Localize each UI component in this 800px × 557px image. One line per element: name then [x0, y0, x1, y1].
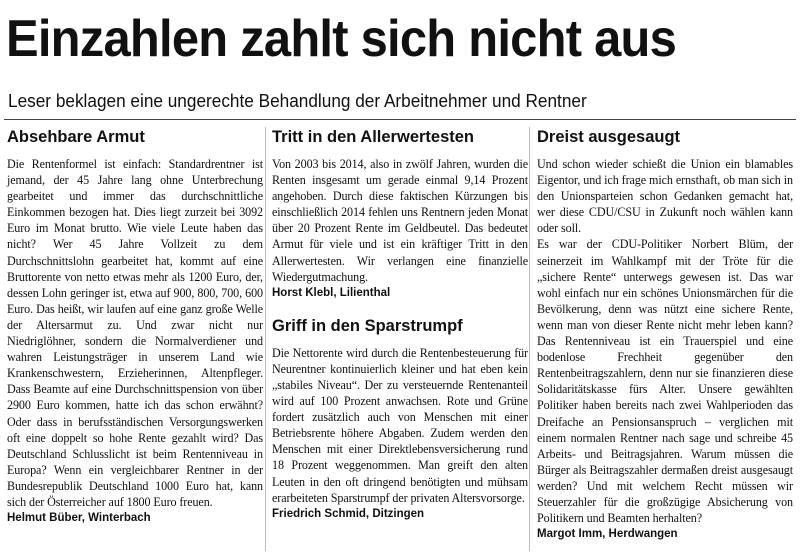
letter-title: Griff in den Sparstrumpf [272, 316, 463, 335]
letter-tritt-in-den-allerwertesten [272, 122, 528, 301]
letter-body: Und schon wieder schießt die Union ein blamables Eigentor, und ich frage mich ernsthaft, ob man sich in den Unionsparteien schon Gedanken gemacht hat, wer diese CDU/CSU in Zukunft noch wählen kann oder soll. Es war der CDU-Politiker Norbert Blüm, der seinerzeit im Wahlkampf mit der Tröte für die „sichere Rente“ unterwegs gewesen ist. Das war wohl einfach nur ein schönes Unionsmärchen für die Bevölkerung, denn was nützt eine sichere Rente, wenn man von dieser Rente nicht mehr leben kann? Das Rentenniveau ist ein Trauerspiel und eine bodenlose Frechheit gegenüber den Rentenbeitragszahlern, denn nur sie finanzieren diese Solidaritätskasse fürs Alter. Unsere gewählten Politiker haben bereits nach zwei Wahlperioden das Dreifache an Pensionsanspruch – verglichen mit einem normalen Rentner nach sage und schreibe 45 Arbeits- und Beitragsjahren. Warum müssen die Bürger als Beitragszahler dermaßen dreist ausgesaugt werden? Und mit welchem Recht müssen wir Steuerzahler für die großzügige Absicherung von Politikern und Beamten herhalten? [537, 157, 793, 526]
column-left [7, 122, 263, 526]
letter-title: Dreist ausgesaugt [537, 128, 681, 146]
letter-absehbare-armut [7, 122, 263, 526]
letter-author: Helmut Büber, Winterbach [7, 512, 151, 525]
letter-author: Margot Imm, Herdwangen [537, 528, 678, 541]
letter-author: Friedrich Schmid, Ditzingen [272, 507, 425, 520]
letter-griff-in-den-sparstrumpf [272, 311, 528, 522]
header-rule [4, 119, 796, 120]
column-divider [265, 127, 266, 551]
letter-body: Die Nettorente wird durch die Rentenbesteuerung für Neurentner kontinuierlich kleiner und hat eben kein „stabiles Niveau“. Der zu versteuernde Rentenanteil wird auf 100 Prozent anwachsen. Rote und Grüne fordert zusätzlich auch von Menschen mit einer Betriebsrente höhere Abgaben. Zudem werden den Menschen mit einer Direktlebensversicherung rund 18 Prozent weggenommen. Man greift den alten Leuten in den oft dringend benötigten und mühsam erarbeiteten Sparstrumpf der privaten Altersvorsorge. [272, 345, 528, 505]
letter-dreist-ausgesaugt [537, 122, 793, 542]
column-middle [272, 122, 528, 522]
spacer [272, 301, 528, 311]
letter-title: Absehbare Armut [7, 128, 145, 146]
letter-title: Tritt in den Allerwertesten [272, 128, 475, 146]
letter-author: Horst Klebl, Lilienthal [272, 286, 391, 299]
column-right [537, 122, 793, 542]
subheadline: Leser beklagen eine ungerechte Behandlung der Arbeitnehmer und Rentner [8, 90, 587, 111]
headline: Einzahlen zahlt sich nicht aus [6, 10, 677, 68]
letter-body: Die Rentenformel ist einfach: Standardrentner ist jemand, der 45 Jahre lang ohne Unterbrechung gearbeitet und immer das durchschnittliche Einkommen bezogen hat. Dies liegt zurzeit bei 3092 Euro im Monat brutto. Wie viele Leute haben das nicht? Wer 45 Jahre Vollzeit zu dem Durchschnittslohn gearbeitet hat, kommt auf eine Bruttorente von netto etwas mehr als 1200 Euro, der, dessen Lohn geringer ist, etwa auf 900, 800, 700, 600 Euro. Das heißt, wir laufen auf eine ganz große Welle der Altersarmut zu. Und zwar nicht nur Niedriglöhner, sondern die Normalverdiener und wahren Leistungsträger in unserem Land wie Krankenschwestern, Erzieherinnen, Altenpfleger. Dass Beamte auf eine Durchschnittspension von über 2900 Euro kommen, hatte ich das schon erwähnt? Oder dass in berufsständischen Versorgungswerken oft eine doppelt so hohe Rente gezahlt wird? Das Deutschland Schlusslicht ist beim Rentenniveau in Europa? Wenn ein vergleichbarer Rentner in der Bundesrepublik Deutschland 1000 Euro hat, kann sich der Österreicher auf 1800 Euro freuen. [7, 157, 263, 509]
column-divider [529, 127, 530, 551]
letter-body: Von 2003 bis 2014, also in zwölf Jahren, wurden die Renten insgesamt um gerade einmal 9,14 Prozent angehoben. Durch diese faktischen Kürzungen bis einschließlich 2014 fehlen uns Rentnern jeden Monat über 20 Prozent Rente im Geldbeutel. Das bedeutet Armut für viele und ist ein kräftiger Tritt in den Allerwertesten. Wir verlangen eine finanzielle Wiedergutmachung. [272, 157, 528, 284]
